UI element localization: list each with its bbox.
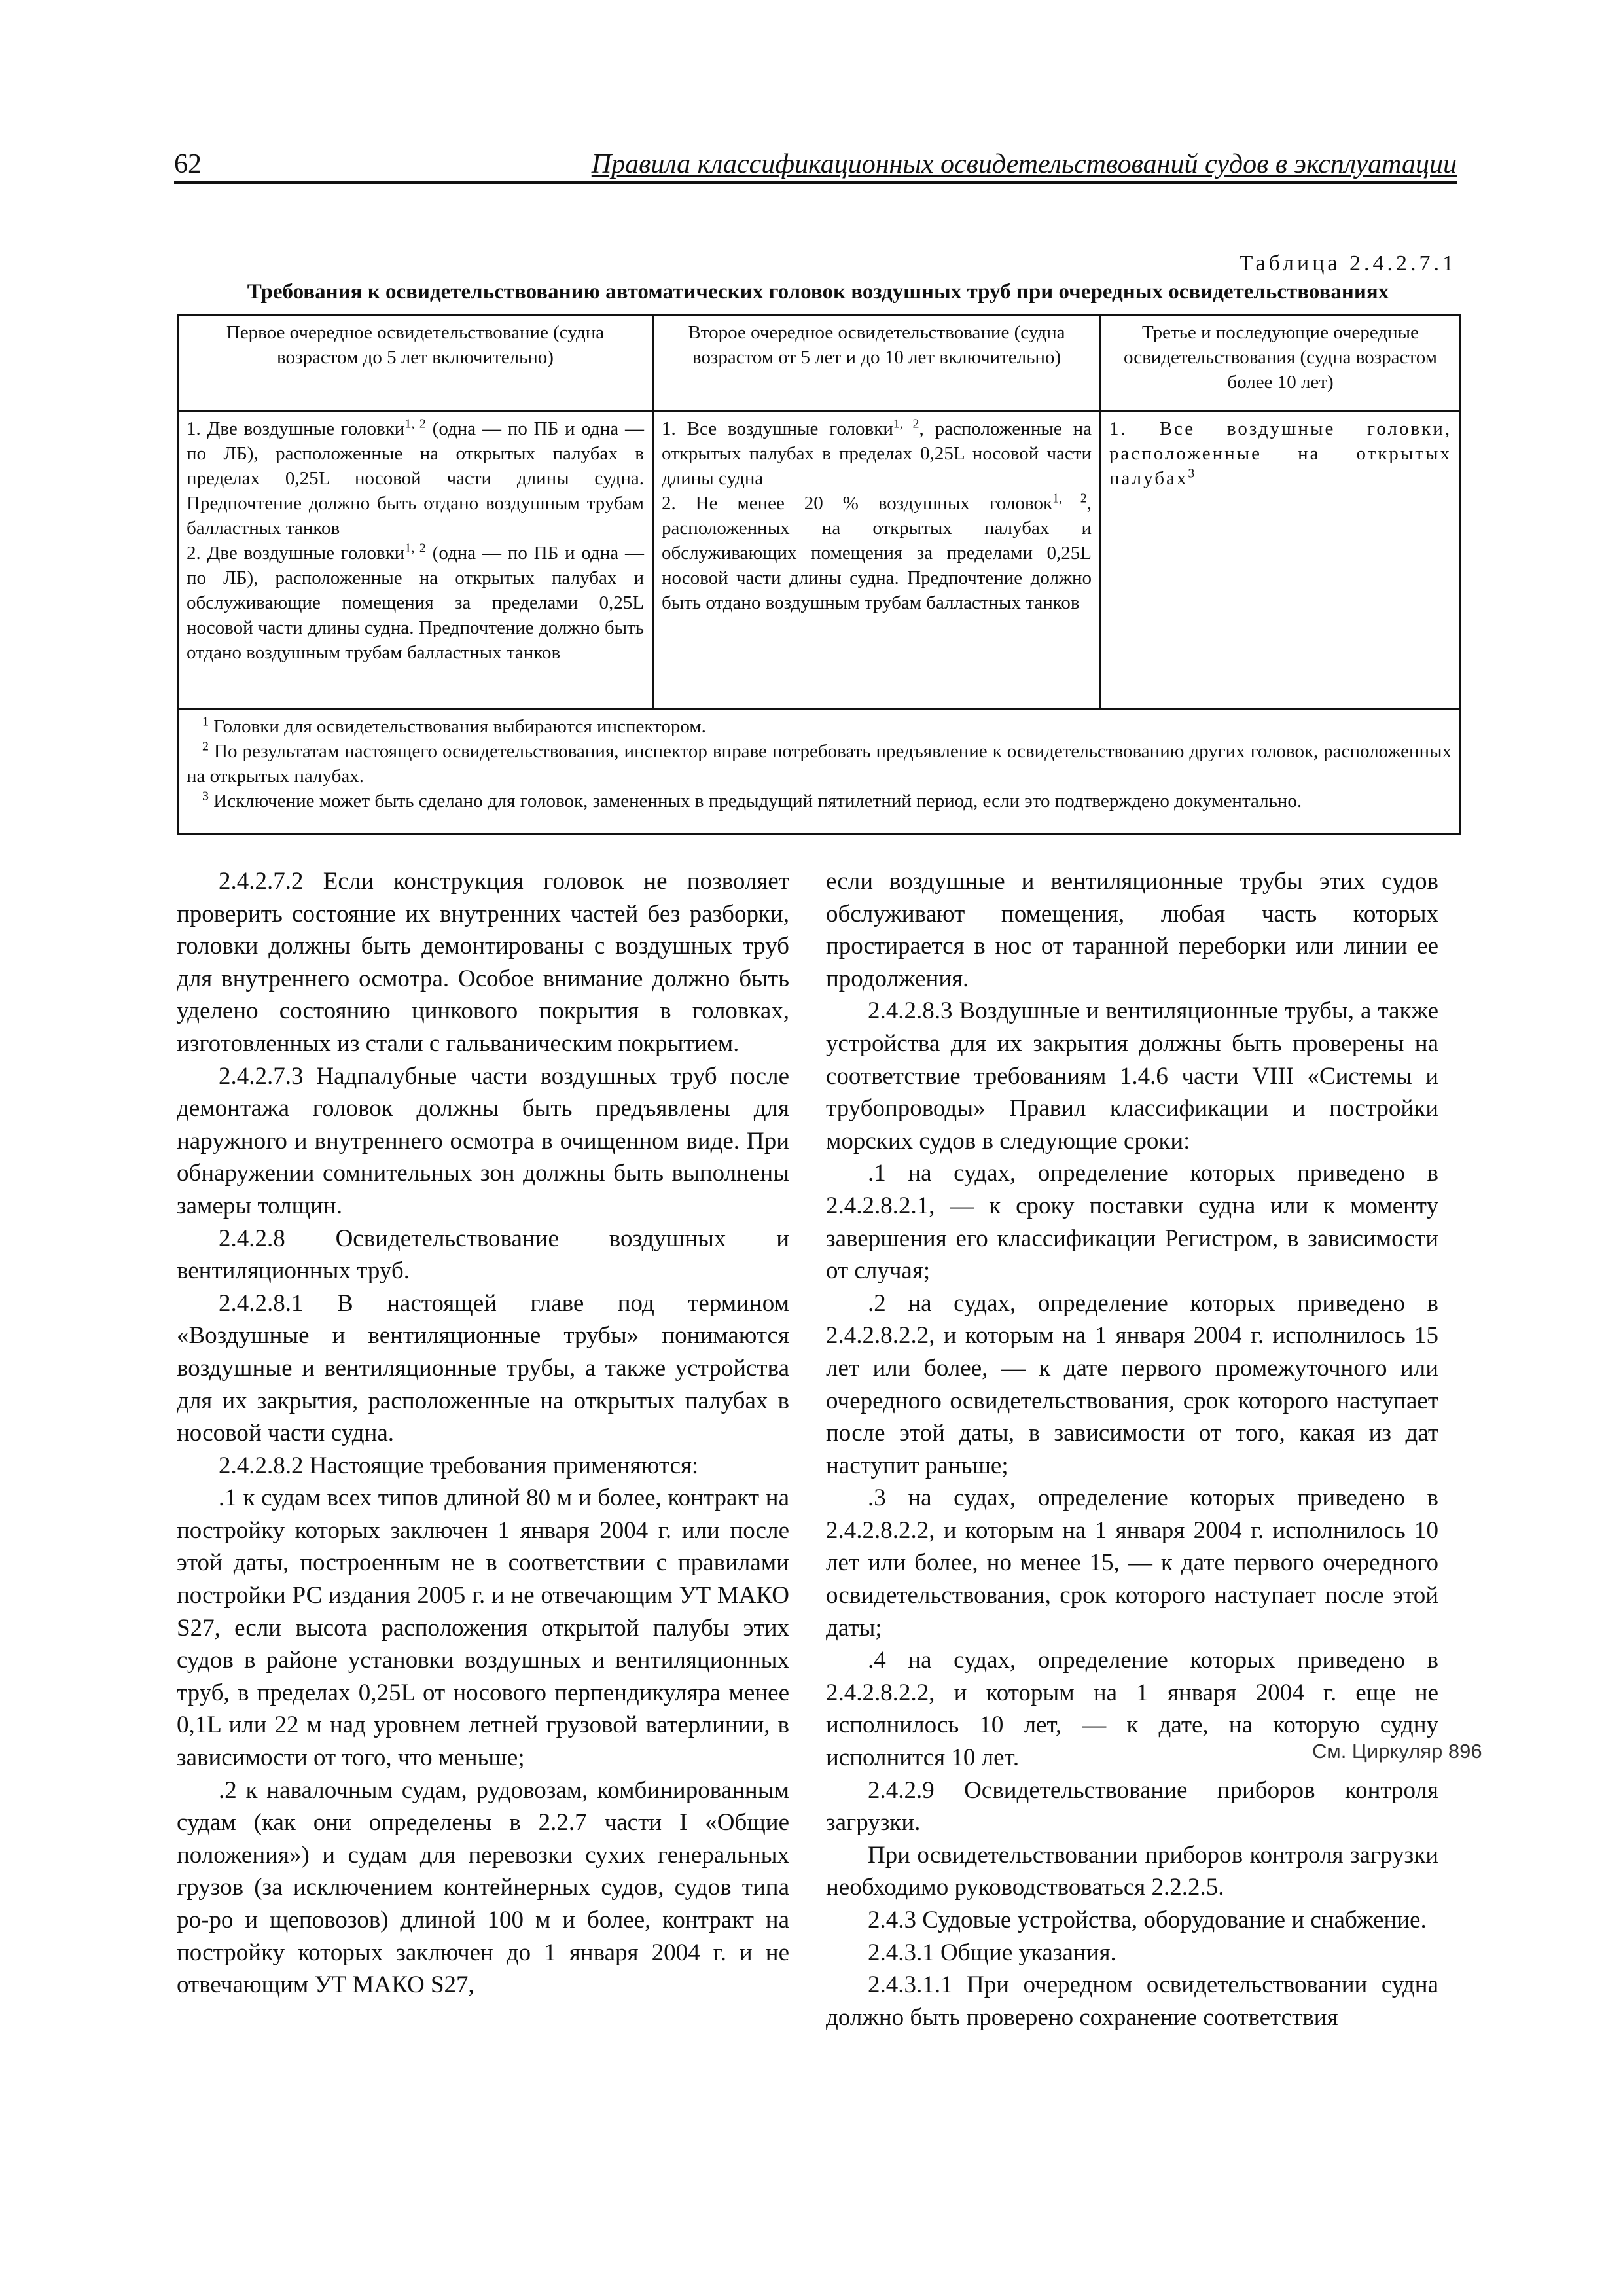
cell-third-survey: [1101, 412, 1461, 709]
list-item: .2 на судах, определение которых приведено в 2.4.2.8.2.2, и которым на 1 января 2004 г. исполнилось 15 лет или более, — к дате первого промежуточного или очередного освидетельствования, срок которого наступает после этой даты, в зависимости от того, какая из дат наступит раньше;: [826, 1289, 1438, 1479]
paragraph: 2.4.2.7.2 Если конструкция головок не позволяет проверить состояние их внутренних частей без разборки, головки должны быть демонтированы с воздушных труб для внутреннего осмотра. Особое внимание должно быть уделено состоянию цинкового покрытия в головках, изготовленных из стали с гальваническим покрытием.: [177, 868, 789, 1057]
list-item: .2 к навалочным судам, рудовозам, комбинированным судам (как они определены в 2.2.7 части I «Общие положения») и судам для перевозки сухих генеральных грузов (за исключением контейнерных судов, судов типа ро-ро и щеповозов) длиной 100 м и более, контракт на постройку которых заключен до 1 января 2004 г. и не отвечающим УТ МАКО S27,: [177, 1776, 789, 1999]
column-header-second-survey: Второе очередное освидетельствование (судна возрастом от 5 лет и до 10 лет включительно): [653, 315, 1101, 412]
cell-first-survey: [178, 412, 653, 709]
table-header-row: [178, 315, 1461, 412]
section-heading: 2.4.2.8 Освидетельствование воздушных и вентиляционных труб.: [177, 1225, 789, 1285]
paragraph: 2.4.2.7.3 Надпалубные части воздушных труб после демонтажа головок должны быть предъявлены для наружного и внутреннего осмотра в очищенном виде. При обнаружении сомнительных зон должны быть выполнены замеры толщин.: [177, 1062, 789, 1219]
page-header: [174, 148, 1457, 184]
cell-item: 1. Все воздушные головки, расположенные на открытых палубах$^3$: [1109, 418, 1452, 489]
requirements-table: [177, 314, 1461, 835]
table-footnotes-row: [178, 709, 1461, 834]
table-footnotes: [178, 709, 1461, 834]
cell-item: 1. Все воздушные головки$^{1, 2}$, расположенные на открытых палубах в пределах 0,25L носовой части длины судна: [662, 416, 1092, 489]
cell-second-survey: [653, 412, 1101, 709]
table-label: Таблица 2.4.2.7.1: [1239, 251, 1457, 276]
section-heading: 2.4.3 Судовые устройства, оборудование и снабжение.: [868, 1907, 1427, 1933]
left-text-column: [177, 865, 789, 2001]
table-title: Требования к освидетельствованию автоматических головок воздушных труб при очередных освидетельствованиях: [247, 280, 1389, 304]
column-header-third-survey: Третье и последующие очередные освидетельствования (судна возрастом более 10 лет): [1101, 315, 1461, 412]
paragraph: 2.4.2.8.1 В настоящей главе под термином «Воздушные и вентиляционные трубы» понимаются воздушные и вентиляционные трубы, а также устройства для их закрытия, расположенные на открытых палубах в носовой части судна.: [177, 1289, 789, 1447]
paragraph: если воздушные и вентиляционные трубы этих судов обслуживают помещения, любая часть которых простирается в нос от таранной переборки или линии ее продолжения.: [826, 868, 1438, 992]
section-heading: 2.4.3.1 Общие указания.: [868, 1939, 1116, 1966]
list-item: .4 на судах, определение которых приведено в 2.4.2.8.2.2, и которым на 1 января 2004 г. еще не исполнилось 10 лет, — к дате, на которую судну исполнится 10 лет.: [826, 1647, 1438, 1772]
cell-item: 2. Не менее 20 % воздушных головок$^{1, 2}$, расположенных на открытых палубах и обслуживающих помещения за пределами 0,25L носовой части длины судна. Предпочтение должно быть отдано воздушным трубам балластных танков: [662, 491, 1092, 613]
paragraph: 2.4.3.1.1 При очередном освидетельствовании судна должно быть проверено сохранение соответствия: [826, 1971, 1438, 2031]
cell-item: 1. Две воздушные головки$^{1, 2}$ (одна — по ПБ и одна — по ЛБ), расположенные на открытых палубах в пределах 0,25L носовой части длины судна. Предпочтение должно быть отдано воздушным трубам балластных танков: [187, 416, 644, 539]
cell-item: 2. Две воздушные головки$^{1, 2}$ (одна — по ПБ и одна — по ЛБ), расположенные на открытых палубах и обслуживающие помещения за пределами 0,25L носовой части длины судна. Предпочтение должно быть отдано воздушным трубам балластных танков: [187, 541, 644, 663]
right-text-column: [826, 865, 1438, 2034]
paragraph: При освидетельствовании приборов контроля загрузки необходимо руководствоваться 2.2.2.5.: [826, 1841, 1438, 1901]
circular-reference-note: См. Циркуляр 896: [1312, 1740, 1482, 1763]
paragraph: 2.4.2.8.2 Настоящие требования применяются:: [219, 1452, 699, 1479]
footnote: $^1$ Головки для освидетельствования выбираются инспектором.: [202, 714, 706, 737]
list-item: .1 на судах, определение которых приведено в 2.4.2.8.2.1, — к сроку поставки судна или к моменту завершения его классификации Регистром, в зависимости от случая;: [826, 1160, 1438, 1285]
list-item: .1 к судам всех типов длиной 80 м и более, контракт на постройку которых заключен 1 января 2004 г. или после этой даты, построенным не в соответствии с правилами постройки РС издания 2005 г. и не отвечающим УТ МАКО S27, если высота расположения открытой палубы этих судов в районе установки воздушных и вентиляционных труб, в пределах 0,25L от носового перпендикуляра менее 0,1L или 22 м над уровнем летней грузовой ватерлинии, в зависимости от того, что меньше;: [177, 1484, 789, 1772]
footnote: $^2$ По результатам настоящего освидетельствования, инспектор вправе потребовать предъявление к освидетельствованию других головок, расположенных на открытых палубах.: [187, 739, 1452, 787]
page-number: 62: [174, 149, 202, 179]
section-heading: 2.4.2.9 Освидетельствование приборов контроля загрузки.: [826, 1776, 1438, 1837]
list-item: .3 на судах, определение которых приведено в 2.4.2.8.2.2, и которым на 1 января 2004 г. исполнилось 10 лет или более, но менее 15, — к дате первого очередного освидетельствования, срок которого наступает после этой даты;: [826, 1484, 1438, 1641]
table-row: [178, 412, 1461, 709]
column-header-first-survey: Первое очередное освидетельствование (судна возрастом до 5 лет включительно): [178, 315, 653, 412]
footnote: $^3$ Исключение может быть сделано для головок, замененных в предыдущий пятилетний период, если это подтверждено документально.: [202, 789, 1302, 812]
paragraph: 2.4.2.8.3 Воздушные и вентиляционные трубы, а также устройства для их закрытия должны быть проверены на соответствие требованиям 1.4.6 части VIII «Системы и трубопроводы» Правил классификации и постройки морских судов в следующие сроки:: [826, 997, 1438, 1155]
running-title: Правила классификационных освидетельствований судов в эксплуатации: [591, 149, 1457, 179]
